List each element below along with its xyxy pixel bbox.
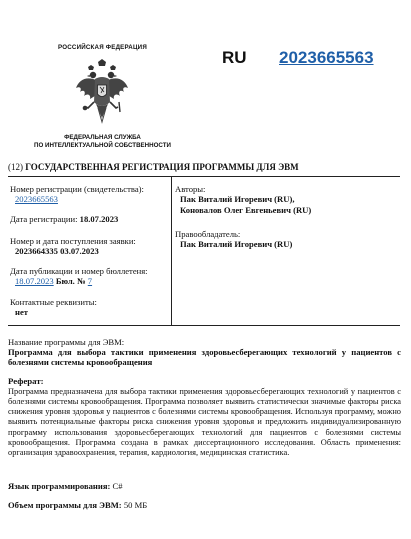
authors-label: Авторы: [175,184,206,194]
document-type-heading [8,162,299,173]
contacts-label: Контактные реквизиты: [10,297,97,307]
author-2: Коновалов Олег Евгеньевич (RU) [180,204,312,215]
abstract-text: Программа предназначена для выбора тактики применения здоровьесберегающих технологий у пациентов с болезнями системы кровообращения. Программа позволяет выявить статистически значимые факторы риска снижения уровня здоровья у пациентов с болезнями системы кровообращения. Используя программу, можно выявить потенциальные факторы риска снижения уровня здоровья и предложить индивидуализированную программу использования здоровьесберегающих технологий для пациентов с болезнями системы кровообращения. Программа создана в рамках диссертационного исследования. Область применения: организация здравоохранения, терапия, кардиология, медицинская статистика. [8,387,401,457]
application-value: 2023664335 03.07.2023 [15,246,99,257]
programming-language [8,481,123,491]
authors-field [175,184,311,215]
programming-language-value: C# [112,481,123,491]
document-type-code: (12) [8,162,23,172]
registration-date-field [10,214,118,224]
program-size [8,500,147,510]
contacts-value: нет [15,307,28,318]
agency-line-2: ПО ИНТЕЛЛЕКТУАЛЬНОЙ СОБСТВЕННОСТИ [34,142,171,150]
application-field [10,236,136,257]
divider-top [8,176,400,177]
publication-value [10,276,148,286]
author-1: Пак Виталий Игоревич (RU), [180,194,295,205]
abstract-heading: Реферат: [8,376,44,386]
registration-number-label: Номер регистрации (свидетельства): [10,184,144,194]
program-size-label: Объем программы для ЭВМ: [8,500,122,510]
publication-field [10,266,148,287]
agency-name [0,134,205,150]
bulletin-label: Бюл. № [55,276,86,287]
rightholder-value: Пак Виталий Игоревич (RU) [180,239,293,250]
publication-date-link[interactable]: 18.07.2023 [15,276,54,287]
contacts-field [10,297,97,318]
program-name: Программа для выбора тактики применения здоровьесберегающих технологий у пациентов с болезнями системы кровообращения [8,347,401,368]
document-type-title: ГОСУДАРСТВЕННАЯ РЕГИСТРАЦИЯ ПРОГРАММЫ ДЛЯ ЭВМ [25,162,299,172]
country-name: РОССИЙСКАЯ ФЕДЕРАЦИЯ [58,44,147,51]
rightholder-label: Правообладатель: [175,229,241,239]
registration-number-value[interactable]: 2023665563 [15,194,58,205]
application-label: Номер и дата поступления заявки: [10,236,136,246]
registration-number-field [10,184,144,205]
program-size-value: 50 МБ [123,500,148,510]
registration-number-link[interactable]: 2023665563 [279,48,374,67]
rightholder-field [175,229,292,250]
registration-date-label: Дата регистрации: [10,214,78,224]
programming-language-label: Язык программирования: [8,481,111,491]
publication-label: Дата публикации и номер бюллетеня: [10,266,148,276]
agency-line-1: ФЕДЕРАЛЬНАЯ СЛУЖБА [64,134,141,141]
bulletin-number-link[interactable]: 7 [87,276,93,287]
double-headed-eagle-emblem-icon [74,58,130,130]
country-code: RU [222,48,247,67]
column-divider [171,176,172,325]
divider-middle [8,325,400,326]
program-name-label: Название программы для ЭВМ: [8,337,125,347]
registration-date-value: 18.07.2023 [79,214,119,224]
